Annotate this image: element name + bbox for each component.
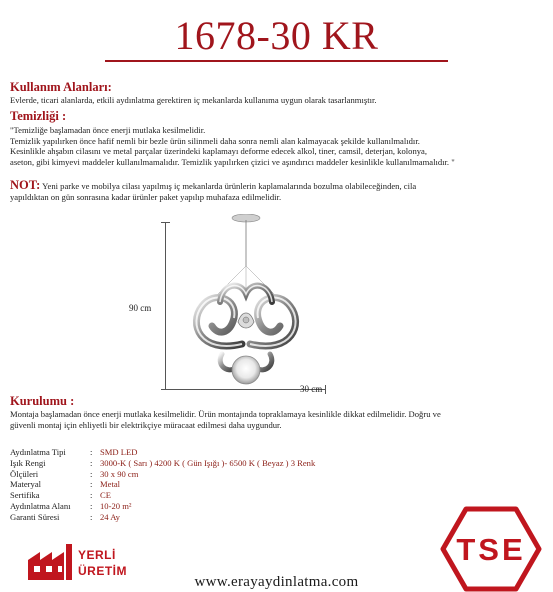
cleaning-line: aseton, gibi kimyevi maddeler kullanılmamalıdır. Temizlik yapılırken çizici ve aşındırıcı maddeler kesinlikle kullanılmamalıdır. " xyxy=(10,156,455,167)
badge-line: ÜRETİM xyxy=(78,564,127,578)
note-line: Yeni parke ve mobilya cilası yapılmış iç mekanlarda ürünlerin kaplamalarında bozulma olabileceğinden, cila xyxy=(40,181,417,191)
spec-value: Metal xyxy=(100,479,121,490)
installation-line: Montaja başlamadan önce enerji mutlaka kesilmelidir. Ürün montajında topraklamaya kesinlikle dikkat edilmelidir. Doğru ve xyxy=(10,409,441,419)
installation-line: güvenli montaj için ehliyetli bir elektrikçiye müracaat edilmesi daha uygundur. xyxy=(10,419,282,430)
spec-separator: : xyxy=(90,479,93,490)
cleaning-line: Temizlik yapılırken önce hafif nemli bir bezle ürün silinmeli daha sonra nemli alan kalmayacak şekilde kullanılmalıdır. xyxy=(10,135,420,146)
installation-heading: Kurulumu : xyxy=(10,394,75,408)
spec-value: CE xyxy=(100,490,111,501)
usage-heading: Kullanım Alanları: xyxy=(10,80,112,94)
product-title: 1678-30 KR xyxy=(174,13,379,58)
cleaning-line: Kesinlikle ahşabın cilasını ve metal parçalar üzerindeki kaplamayı deforme edecek alkol, tiner, camsil, deterjan, kolonya, xyxy=(10,146,428,157)
spec-separator: : xyxy=(90,468,93,479)
spec-label: Garanti Süresi xyxy=(10,511,60,522)
note-label: NOT: xyxy=(10,178,41,192)
spec-value: 30 x 90 cm xyxy=(100,468,139,479)
spec-separator: : xyxy=(90,500,93,511)
spec-label: Materyal xyxy=(10,479,42,490)
note-block xyxy=(10,180,545,202)
spec-label: Sertifika xyxy=(10,490,40,501)
usage-text xyxy=(10,95,545,106)
chandelier-image xyxy=(160,214,330,390)
spec-separator: : xyxy=(90,457,93,468)
usage-line: Evlerde, ticari alanlarda, etkili aydınlatma gerektiren iç mekanlarda kullanıma uygun olarak tasarlanmıştır. xyxy=(10,95,377,105)
installation-text xyxy=(10,409,545,430)
spec-value: 10-20 m² xyxy=(100,500,132,511)
website-url: www.erayaydinlatma.com xyxy=(194,574,359,590)
cleaning-line: "Temizliğe başlamadan önce enerji mutlaka kesilmelidir. xyxy=(10,125,206,135)
title-underline xyxy=(105,60,448,62)
width-label: 30 cm xyxy=(300,384,323,394)
spec-label: Işık Rengi xyxy=(10,457,46,468)
note-line: yapıldıktan on gün sonrasına kadar ürünler paket yapılıp muhafaza edilmelidir. xyxy=(10,191,282,202)
spec-label: Ölçüleri xyxy=(10,468,39,479)
spec-separator: : xyxy=(90,447,93,457)
tse-logo xyxy=(440,506,542,592)
spec-value: SMD LED xyxy=(100,447,138,457)
spec-label: Aydınlatma Alanı xyxy=(10,500,71,511)
spec-label: Aydınlatma Tipi xyxy=(10,447,66,457)
spec-value: 3000-K ( Sarı ) 4200 K ( Gün Işığı )- 6500 K ( Beyaz ) 3 Renk xyxy=(100,457,316,468)
cleaning-text xyxy=(10,125,545,167)
spec-separator: : xyxy=(90,490,93,501)
spec-separator: : xyxy=(90,511,93,522)
svg-text:TSE: TSE xyxy=(456,532,526,567)
height-label: 90 cm xyxy=(129,303,152,313)
spec-value: 24 Ay xyxy=(100,511,120,522)
cleaning-heading: Temizliği : xyxy=(10,109,67,123)
badge-line: YERLİ xyxy=(78,548,116,562)
